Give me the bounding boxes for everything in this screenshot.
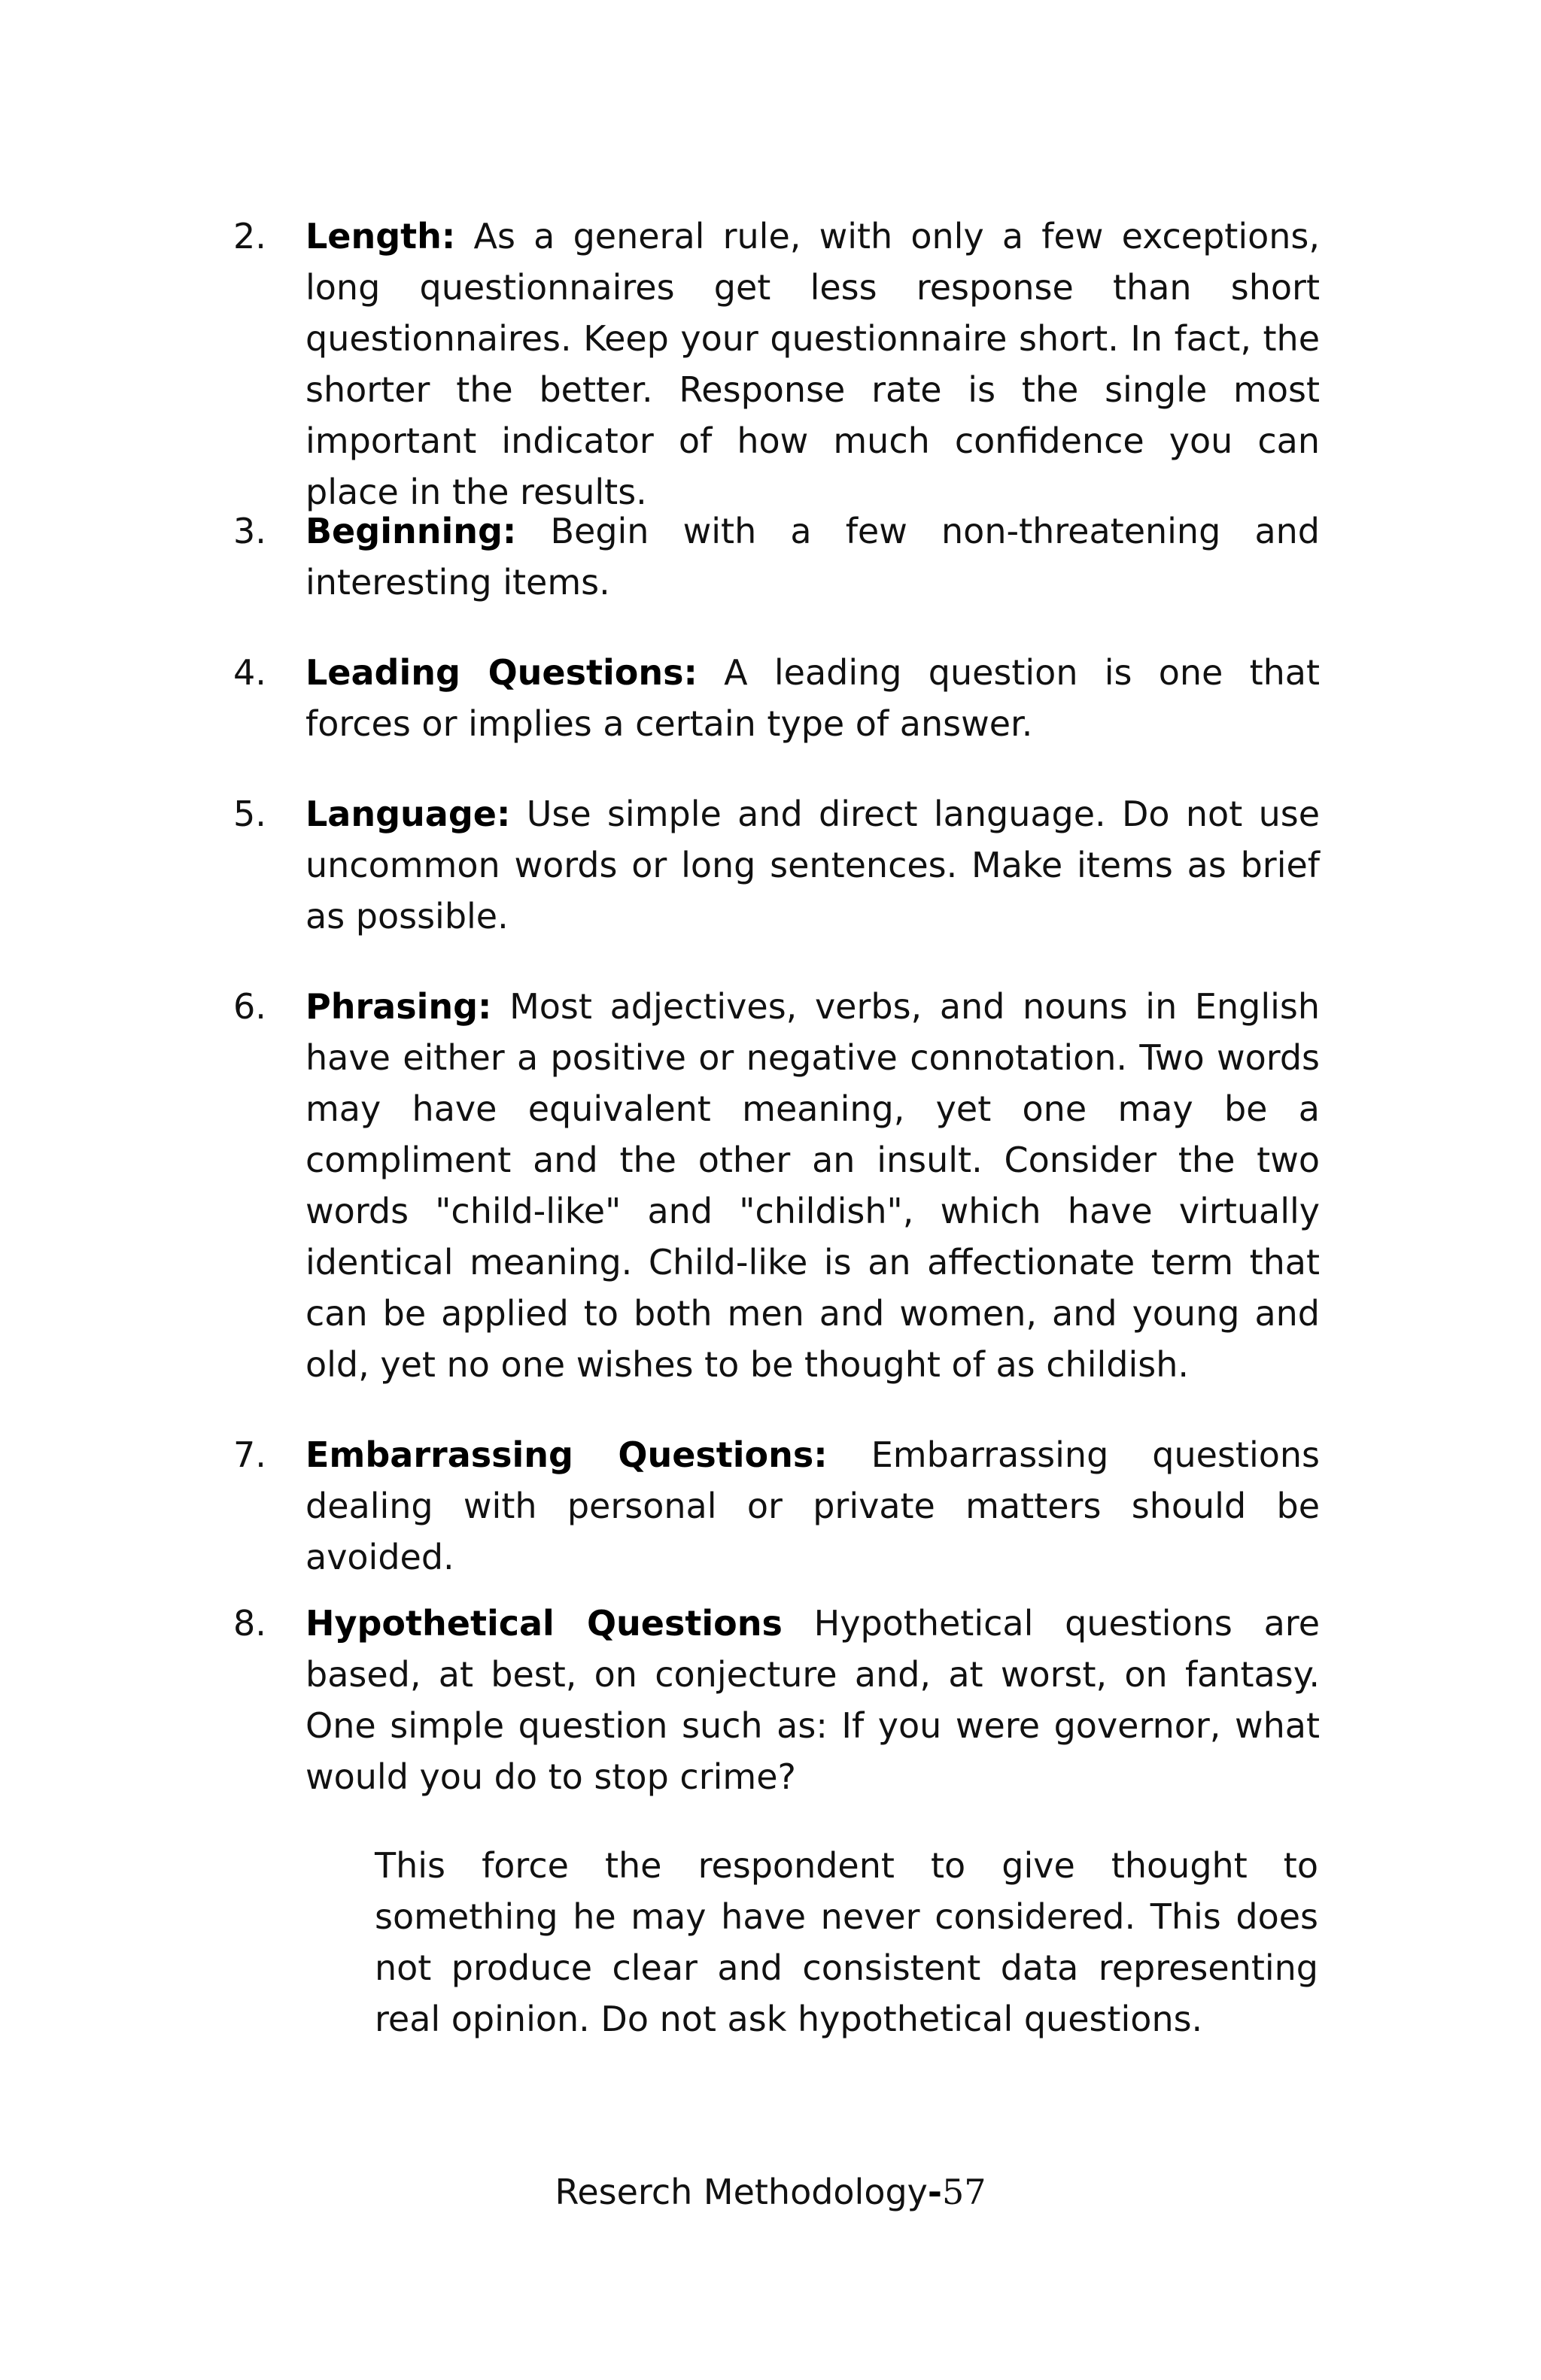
item-body	[305, 211, 1320, 518]
item-number: 3.	[233, 511, 266, 551]
item-body	[305, 1429, 1320, 1583]
page-number: 57	[942, 2172, 986, 2212]
item-text: Embarrassing questions dealing with personal or private matters should be avoided.	[305, 1434, 1320, 1577]
item-number: 4.	[233, 652, 266, 693]
item-heading: Phrasing:	[305, 986, 492, 1027]
item-body	[305, 788, 1320, 942]
item-number: 6.	[233, 986, 266, 1027]
item-number: 2.	[233, 216, 266, 257]
item-body	[305, 647, 1320, 749]
item-number: 5.	[233, 794, 266, 834]
list-item-phrasing	[233, 981, 1320, 1390]
item-number: 8.	[233, 1603, 266, 1644]
item-heading: Leading Questions:	[305, 652, 698, 693]
list-item-hypothetical-questions	[233, 1598, 1320, 1802]
hypothetical-followup-paragraph: This force the respondent to give thought to something he may have never considered. This does not produce clear and consistent data representing real opinion. Do not ask hypothetical questions.	[375, 1845, 1318, 2039]
list-item-embarrassing-questions	[233, 1429, 1320, 1583]
item-text: Use simple and direct language. Do not use uncommon words or long sentences. Make items as brief as possible.	[305, 794, 1320, 937]
item-heading: Beginning:	[305, 511, 517, 551]
item-heading: Hypothetical Questions	[305, 1603, 783, 1644]
item-heading: Length:	[305, 216, 456, 257]
list-item-length	[233, 211, 1320, 518]
list-item-language	[233, 788, 1320, 942]
item-body	[305, 981, 1320, 1390]
page-footer	[0, 2166, 1541, 2218]
footer-title: Reserch Methodology	[555, 2172, 928, 2212]
item-heading: Embarrassing Questions:	[305, 1434, 828, 1475]
item-heading: Language:	[305, 794, 511, 834]
item-text: As a general rule, with only a few exceptions, long questionnaires get less response than short questionnaires. Keep your questionnaire short. In fact, the shorter the better. Response rate is the single most important indicator of how much confidence you can place in the results.	[305, 216, 1321, 512]
item-text: Most adjectives, verbs, and nouns in English have either a positive or negative connotation. Two words may have equivalent meaning, yet one may be a compliment and the other an insult. Consider the two words "child-like" and "childish", which have virtually identical meaning. Child-like is an affectionate term that can be applied to both men and women, and young and old, yet no one wishes to be thought of as childish.	[305, 986, 1320, 1385]
footer-separator: -	[927, 2172, 942, 2212]
item-text: Hypothetical questions are based, at best, on conjecture and, at worst, on fantasy. One simple question such as: If you were governor, what would you do to stop crime?	[305, 1603, 1321, 1797]
list-item-beginning	[233, 505, 1320, 608]
item-body	[305, 1598, 1320, 1802]
item-body	[305, 505, 1320, 608]
item-number: 7.	[233, 1434, 266, 1475]
item-text: A leading question is one that forces or implies a certain type of answer.	[305, 652, 1321, 744]
item-text: Begin with a few non-threatening and interesting items.	[305, 511, 1320, 603]
list-item-leading-questions	[233, 647, 1320, 749]
